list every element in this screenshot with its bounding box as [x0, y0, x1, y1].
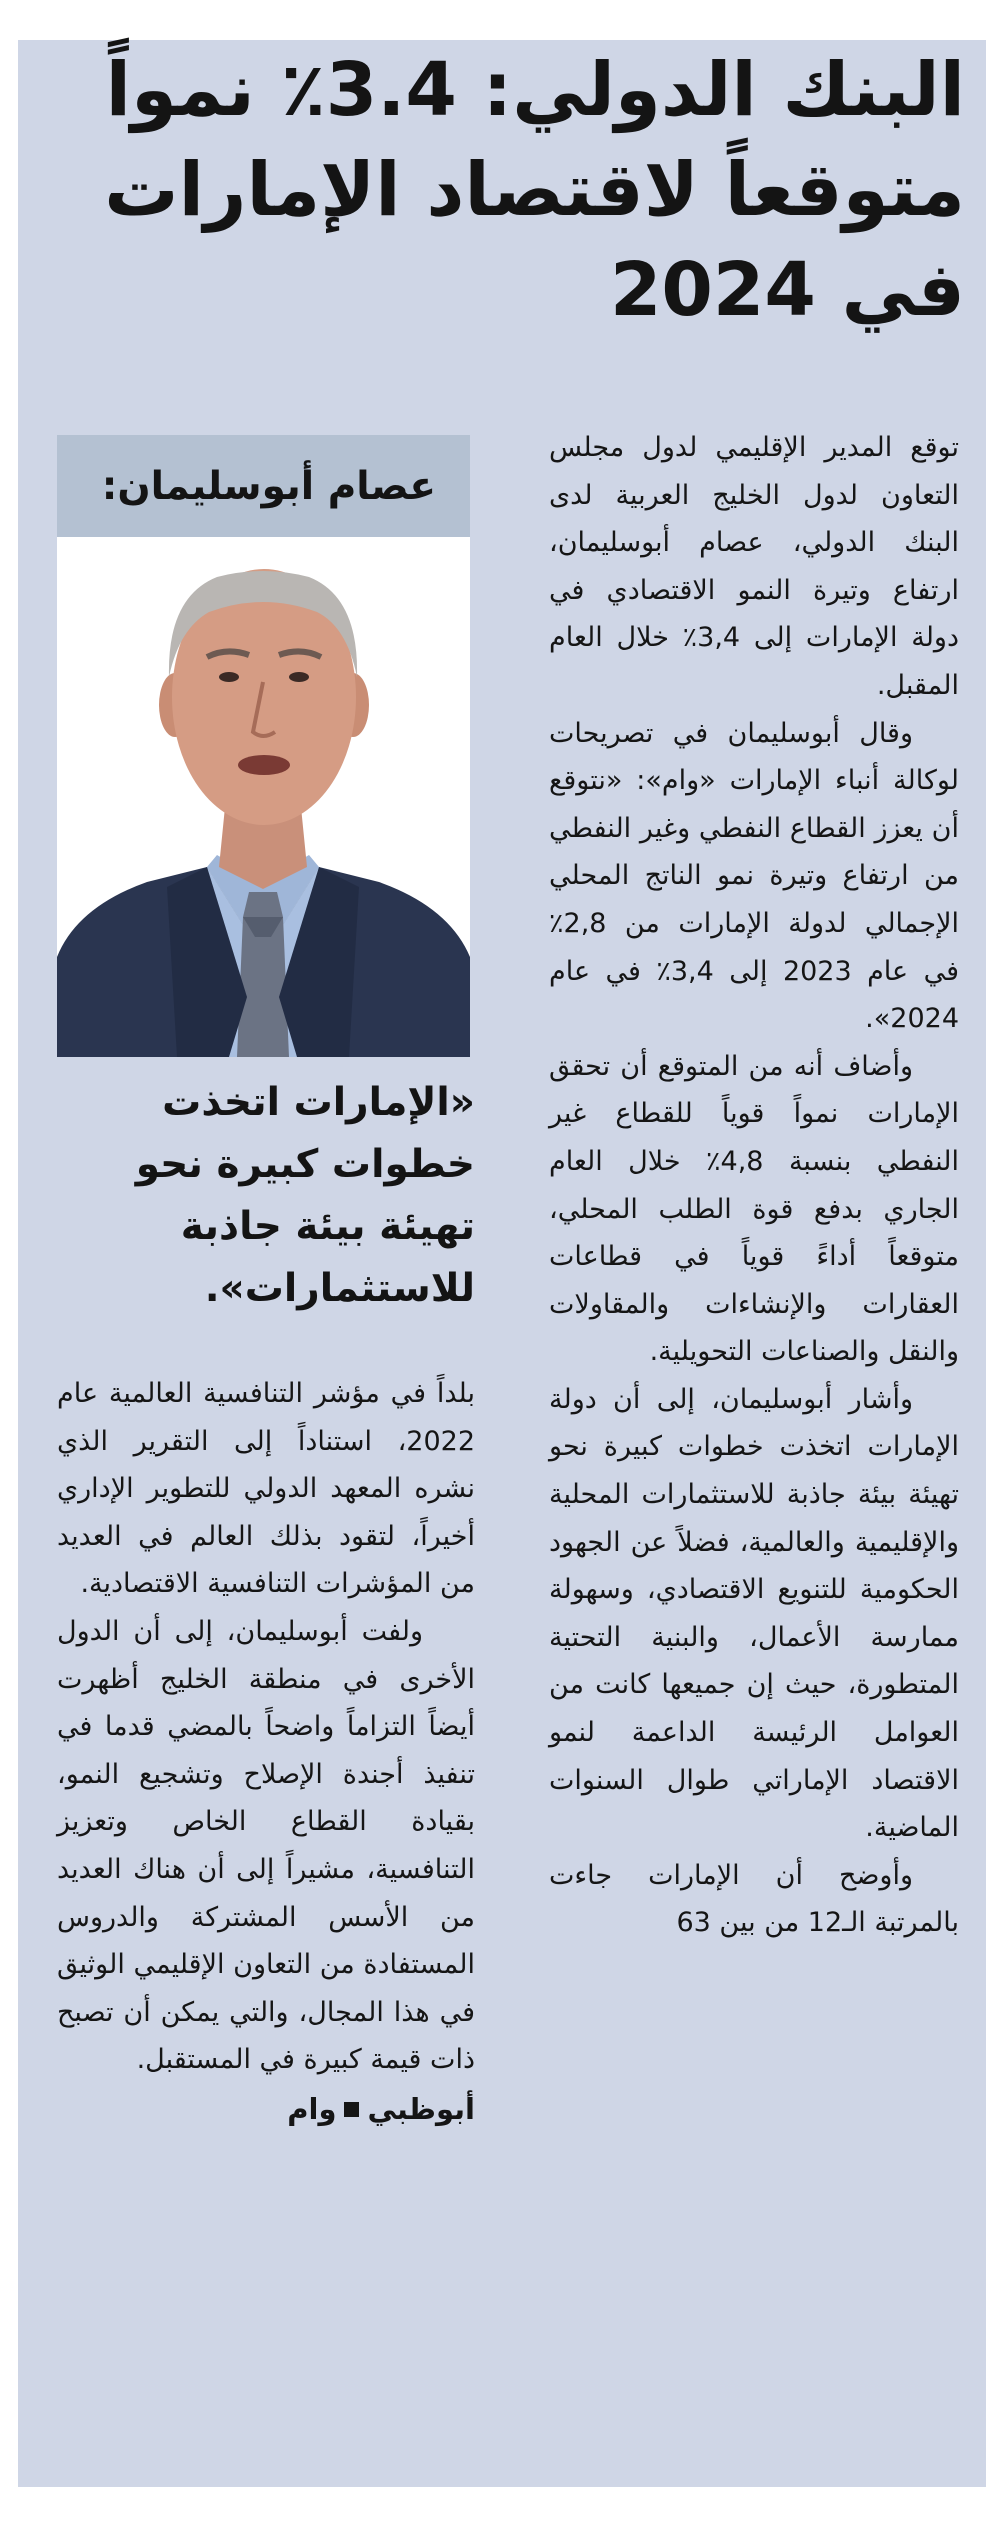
paragraph: وأوضح أن الإمارات جاءت بالمرتبة الـ12 من بين 63 [549, 1859, 959, 1939]
dateline-agency: وام [287, 2091, 337, 2126]
paragraph: بلداً في مؤشر التنافسية العالمية عام 2022، استناداً إلى التقرير الذي نشره المعهد الدولي للتطوير الإداري أخيراً، لتقود بذلك العالم في العديد من المؤشرات التنافسية الاقتصادية. [57, 1378, 475, 1600]
pull-quote: «الإمارات اتخذت خطوات كبيرة نحو تهيئة بيئة جاذبة للاستثمارات». [135, 1080, 475, 1311]
dateline [57, 2084, 475, 2134]
portrait-illustration [57, 537, 470, 1057]
speaker-name: عصام أبوسليمان: [101, 463, 436, 509]
paragraph: وقال أبوسليمان في تصريحات لوكالة أنباء الإمارات «وام»: «نتوقع أن يعزز القطاع النفطي وغير النفطي من ارتفاع وتيرة نمو الناتج المحلي الإجمالي لدولة الإمارات من 2,8٪ في عام 2023 إلى 3,4٪ في عام 2024». [549, 717, 959, 1035]
speaker-photo [57, 537, 470, 1057]
headline: البنك الدولي: 3.4٪ نمواً متوقعاً لاقتصاد الإمارات في 2024 [104, 47, 965, 333]
speaker-name-box [57, 435, 470, 537]
square-separator-icon [344, 2102, 359, 2117]
paragraph: وأضاف أنه من المتوقع أن تحقق الإمارات نمواً قوياً للقطاع غير النفطي بنسبة 4,8٪ خلال العام الجاري بدفع قوة الطلب المحلي، متوقعاً أداءً قوياً في قطاعات العقارات والإنشاءات والمقاولات والنقل والصناعات التحويلية. [549, 1050, 959, 1368]
paragraph: ولفت أبوسليمان، إلى أن الدول الأخرى في منطقة الخليج أظهرت أيضاً التزاماً واضحاً بالمضي قدما في تنفيذ أجندة الإصلاح وتشجيع النمو، بقيادة القطاع الخاص وتعزيز التنافسية، مشيراً إلى أن هناك العديد من الأسس المشتركة والدروس المستفادة من التعاون الإقليمي الوثيق في هذا المجال، والتي يمكن أن تصبح ذات قيمة كبيرة في المستقبل. [57, 1615, 475, 2076]
article-body-left-column [57, 1370, 475, 2134]
dateline-place: أبوظبي [367, 2091, 475, 2126]
article-body-right-column [549, 424, 959, 1947]
paragraph: توقع المدير الإقليمي لدول مجلس التعاون لدول الخليج العربية لدى البنك الدولي، عصام أبوسليمان، ارتفاع وتيرة النمو الاقتصادي في دولة الإمارات إلى 3,4٪ خلال العام المقبل. [549, 432, 959, 701]
paragraph: وأشار أبوسليمان، إلى أن دولة الإمارات اتخذت خطوات كبيرة نحو تهيئة بيئة جاذبة للاستثمارات المحلية والإقليمية والعالمية، فضلاً عن الجهود الحكومية للتنويع الاقتصادي، وسهولة ممارسة الأعمال، والبنية التحتية المتطورة، حيث إن جميعها كانت من العوامل الرئيسة الداعمة لنمو الاقتصاد الإماراتي طوال السنوات الماضية. [549, 1383, 959, 1844]
